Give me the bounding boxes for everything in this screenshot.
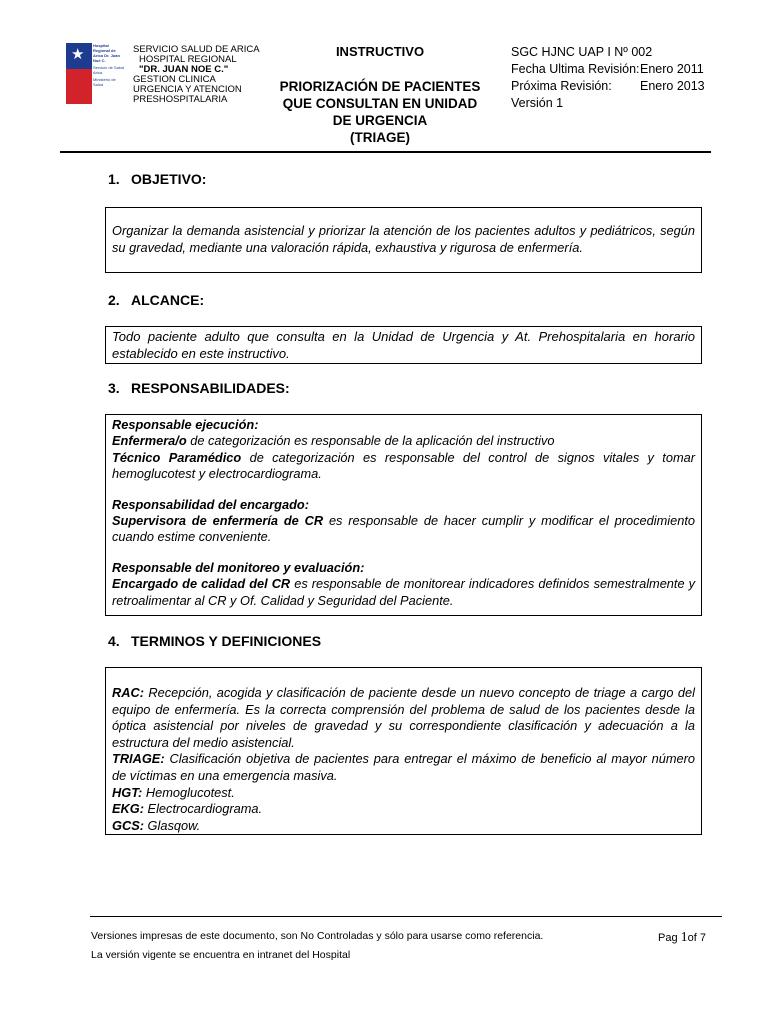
next-revision-value: Enero 2013: [640, 79, 705, 93]
item-text: es responsable de hacer cumplir y modificar el procedimiento cuando estime conveniente.: [112, 513, 696, 545]
title-line: PRIORIZACIÓN DE PACIENTES: [279, 79, 481, 94]
logo-wordmark: Hospital Regional de Arica Dr. Juan Noé C. Servicio de Salud Arica Ministerio de Salud: [93, 43, 125, 87]
document-title: [260, 78, 500, 146]
definition-item: [112, 801, 695, 818]
definition-text: Clasificación objetiva de pacientes para entregar el máximo de beneficio al mayor número de víctimas en una emergencia masiva.: [112, 751, 695, 783]
logo-red-band: [66, 69, 92, 104]
section-title: ALCANCE:: [131, 292, 205, 308]
next-revision: [511, 78, 711, 95]
definition-text: Glasqow.: [144, 817, 201, 833]
section-title: TERMINOS Y DEFINICIONES: [131, 633, 322, 649]
definition-term: TRIAGE:: [112, 751, 165, 767]
institution-line: HOSPITAL REGIONAL: [139, 54, 237, 65]
section-heading-alcance: [108, 292, 204, 308]
definition-term: HGT:: [112, 784, 143, 800]
header-divider: [60, 151, 711, 153]
definition-text: Electrocardiograma.: [144, 801, 263, 817]
page-label: Pag: [658, 932, 681, 944]
next-revision-label: Próxima Revisión:: [511, 79, 612, 93]
section-title: RESPONSABILIDADES:: [131, 380, 290, 396]
section-heading-responsabilidades: [108, 380, 290, 396]
footer-intranet-note: La versión vigente se encuentra en intranet del Hospital: [91, 949, 351, 961]
definition-item: [112, 818, 695, 835]
hospital-logo: [66, 43, 126, 104]
group-heading: Responsable del monitoreo y evaluación:: [112, 559, 365, 575]
title-line: DE URGENCIA: [332, 113, 428, 128]
section-number: 1.: [108, 171, 120, 187]
institution-line: GESTION CLINICA: [133, 74, 216, 85]
star-icon: ★: [71, 46, 85, 63]
footer-divider: [90, 916, 722, 917]
definition-text: Hemoglucotest.: [142, 784, 235, 800]
section-number: 3.: [108, 380, 120, 396]
institution-line: PRESHOSPITALARIA: [133, 94, 228, 105]
item-term: Encargado de calidad del CR: [112, 576, 291, 592]
definition-term: GCS:: [112, 817, 144, 833]
group-heading: Responsable ejecución:: [112, 417, 259, 432]
section-number: 4.: [108, 633, 120, 649]
definition-item: [112, 785, 695, 802]
item-text: de categorización es responsable de la aplicación del instructivo: [186, 433, 555, 449]
section-heading-objetivo: [108, 171, 206, 187]
institution-line: "DR. JUAN NOE C.": [139, 64, 229, 75]
institution-line: URGENCIA Y ATENCION: [133, 84, 242, 95]
responsibility-item: [112, 433, 695, 449]
definition-item: [112, 685, 695, 751]
page-indicator: [658, 930, 706, 946]
document-type: INSTRUCTIVO: [335, 44, 425, 59]
section-number: 2.: [108, 292, 120, 308]
responsibility-item: [112, 576, 695, 609]
definition-item: [112, 751, 695, 784]
section-title: OBJETIVO:: [131, 171, 207, 187]
alcance-box: [105, 326, 702, 364]
responsabilidades-box: [105, 414, 702, 616]
definition-text: Recepción, acogida y clasificación de paciente desde un nuevo concepto de triage a cargo del equipo de enfermería. Es la correcta comprensión del problema de salud de los pacientes desde la óptica asistencial por niveles de gravedad y su correspondiente clasificación y adecuación a la estructura del medio asistencial.: [112, 685, 695, 750]
title-line: (TRIAGE): [350, 130, 410, 145]
section-heading-terminos: [108, 633, 321, 649]
item-text: es responsable de monitorear indicadores definidos semestralmente y retroalimentar al CR y Of. Calidad y Seguridad del Paciente.: [112, 576, 696, 608]
item-term: Técnico Paramédico: [112, 449, 242, 465]
responsibility-item: [112, 513, 695, 546]
alcance-text: Todo paciente adulto que consulta en la Unidad de Urgencia y At. Prehospitalaria en horario establecido en este instructivo.: [112, 329, 695, 361]
definition-term: EKG:: [112, 801, 144, 817]
logo-seal: [66, 43, 92, 69]
objetivo-text: Organizar la demanda asistencial y priorizar la atención de los pacientes adultos y pediátricos, según su gravedad, mediante una valoración rápida, exhaustiva y rigurosa de enfermería.: [112, 223, 695, 255]
last-revision-label: Fecha Ultima Revisión:: [511, 62, 640, 76]
document-title-block: [260, 44, 500, 146]
footer-disclaimer: Versiones impresas de este documento, son No Controladas y sólo para usarse como referencia.: [91, 930, 544, 942]
last-revision-value: Enero 2011: [640, 62, 704, 76]
responsibility-item: [112, 450, 695, 483]
item-term: Supervisora de enfermería de CR: [112, 513, 324, 529]
document-code: SGC HJNC UAP I Nº 002: [511, 45, 653, 59]
institution-block: [133, 45, 263, 105]
title-line: QUE CONSULTAN EN UNIDAD: [282, 96, 478, 111]
definiciones-box: [105, 667, 702, 835]
page-number: 1: [680, 930, 688, 945]
group-heading: Responsabilidad del encargado:: [112, 496, 309, 512]
item-text: de categorización es responsable del control de signos vitales y tomar hemoglucotest y electrocardiograma.: [112, 449, 695, 482]
document-version: Versión 1: [511, 96, 564, 110]
page-total: of 7: [687, 932, 706, 944]
item-term: Enfermera/o: [112, 433, 187, 449]
objetivo-box: [105, 207, 702, 273]
definition-term: RAC:: [112, 685, 144, 700]
institution-line: SERVICIO SALUD DE ARICA: [133, 44, 260, 55]
last-revision: [511, 61, 711, 78]
document-meta: [511, 44, 711, 112]
